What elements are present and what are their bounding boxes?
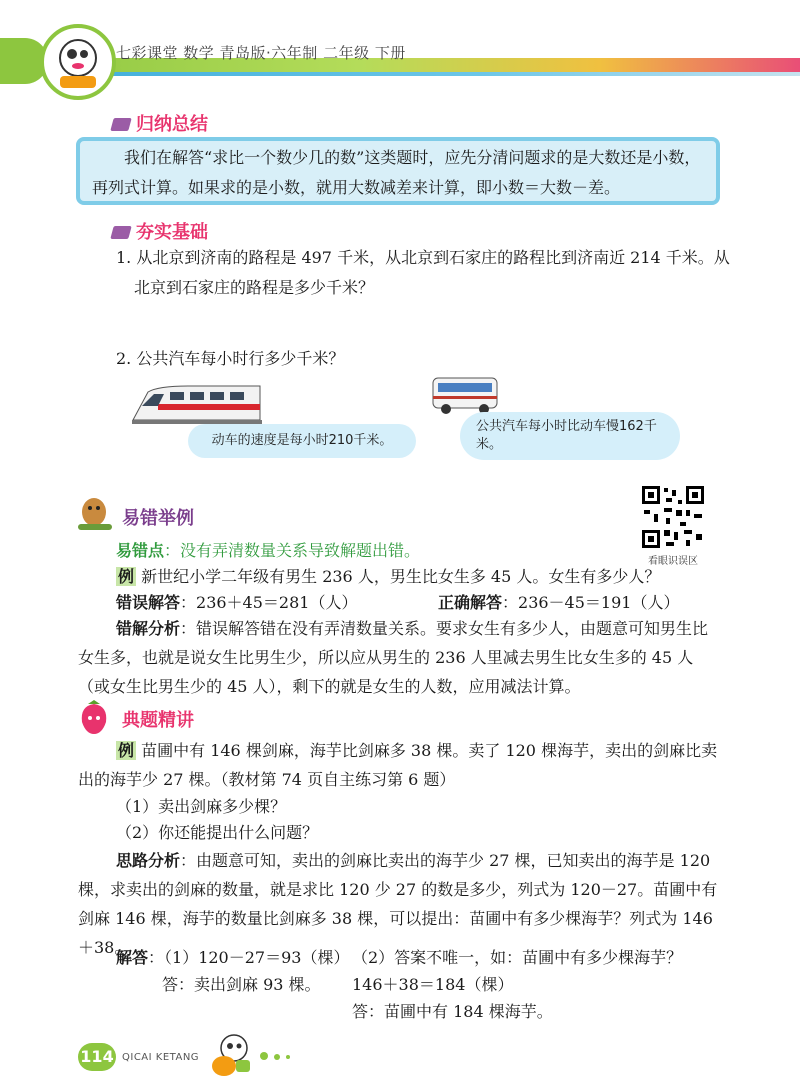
mascot-logo — [40, 24, 116, 100]
bullet-train-illustration — [128, 380, 268, 430]
footer-brand: QICAI KETANG — [122, 1052, 200, 1063]
classic-heading: 典题精讲 — [122, 710, 194, 731]
question-2: 2. 公共汽车每小时行多少千米？ — [116, 349, 345, 368]
answer-part-2-line-2: 146＋38＝184（棵） — [352, 975, 514, 994]
classic-sub-question-2: （2）你还能提出什么问题？ — [116, 823, 319, 842]
qr-caption: 看眼识误区 — [648, 556, 698, 567]
footer-mascot-icon — [210, 1030, 256, 1078]
summary-heading: 归纳总结 — [112, 110, 208, 136]
strawberry-mascot-icon — [74, 700, 114, 736]
mistake-heading: 易错举例 — [122, 508, 194, 529]
footer-dot-3 — [286, 1055, 290, 1059]
book-icon — [110, 226, 131, 239]
answer-part-2-line-1: （2）答案不唯一，如：苗圃中有多少棵海芋？ — [352, 948, 683, 967]
book-icon — [110, 118, 131, 131]
question-1: 1. 从北京到济南的路程是 497 千米，从北京到石家庄的路程比到济南近 214 千米。从北京到石家庄的路程是多少千米？ — [116, 248, 730, 297]
thinking-analysis: 思路分析：由题意可知，卖出的剑麻比卖出的海芋少 27 棵，已知卖出的海芋是 120 棵，求卖出的剑麻的数量，就是求比 120 少 27 的数是多少，列式为 120－27。苗圃中有剑麻 146 棵，海芋的数量比剑麻多 38 棵，可以提出：苗圃中有多少棵海芋？列式为 146＋38。 — [78, 851, 718, 957]
summary-text: 我们在解答“求比一个数少几的数”这类题时，应先分清问题求的是大数还是小数，再列式计算。如果求的是小数，就用大数减差来计算，即小数＝大数－差。 — [92, 148, 701, 197]
answer-part-1-line-1: 解答：（1）120－27＝93（棵） — [116, 948, 350, 967]
mistake-example: 例 新世纪小学二年级有男生 236 人，男生比女生多 45 人。女生有多少人？ — [118, 567, 661, 586]
mascot-icon — [74, 494, 116, 534]
wrong-answer: 错误解答：236＋45＝281（人） — [116, 593, 358, 612]
train-speed-bubble: 动车的速度是每小时210千米。 — [188, 424, 416, 458]
answer-part-2-line-3: 答：苗圃中有 184 棵海芋。 — [352, 1002, 553, 1021]
bus-speed-bubble: 公共汽车每小时比动车慢162千米。 — [460, 412, 680, 460]
page-number: 114 — [78, 1043, 116, 1071]
footer-dot-1 — [260, 1052, 268, 1060]
mistake-analysis: 错解分析：错误解答错在没有弄清数量关系。要求女生有多少人，由题意可知男生比女生多，也就是说女生比男生少，所以应从男生的 236 人里减去男生比女生多的 45 人（或女生比男生少的 45 人），剩下的就是女生的人数，应用减法计算。 — [78, 619, 709, 696]
classic-sub-question-1: （1）卖出剑麻多少棵？ — [116, 797, 287, 816]
classic-example: 例 苗圃中有 146 棵剑麻，海芋比剑麻多 38 棵。卖了 120 棵海芋，卖出的剑麻比卖出的海芋少 27 棵。（教材第 74 页自主练习第 6 题） — [78, 741, 718, 789]
footer-dot-2 — [274, 1054, 280, 1060]
qr-code[interactable] — [640, 484, 706, 550]
mistake-point: 易错点：没有弄清数量关系导致解题出错。 — [116, 541, 421, 560]
header-title: 七彩课堂 数学 青岛版·六年制 二年级 下册 — [116, 44, 406, 62]
right-answer: 正确解答：236－45＝191（人） — [438, 593, 680, 612]
answer-part-1-line-2: 答：卖出剑麻 93 棵。 — [162, 975, 321, 994]
bus-illustration — [430, 374, 500, 416]
basics-heading: 夯实基础 — [112, 218, 208, 244]
header-blue-bar — [0, 72, 800, 76]
